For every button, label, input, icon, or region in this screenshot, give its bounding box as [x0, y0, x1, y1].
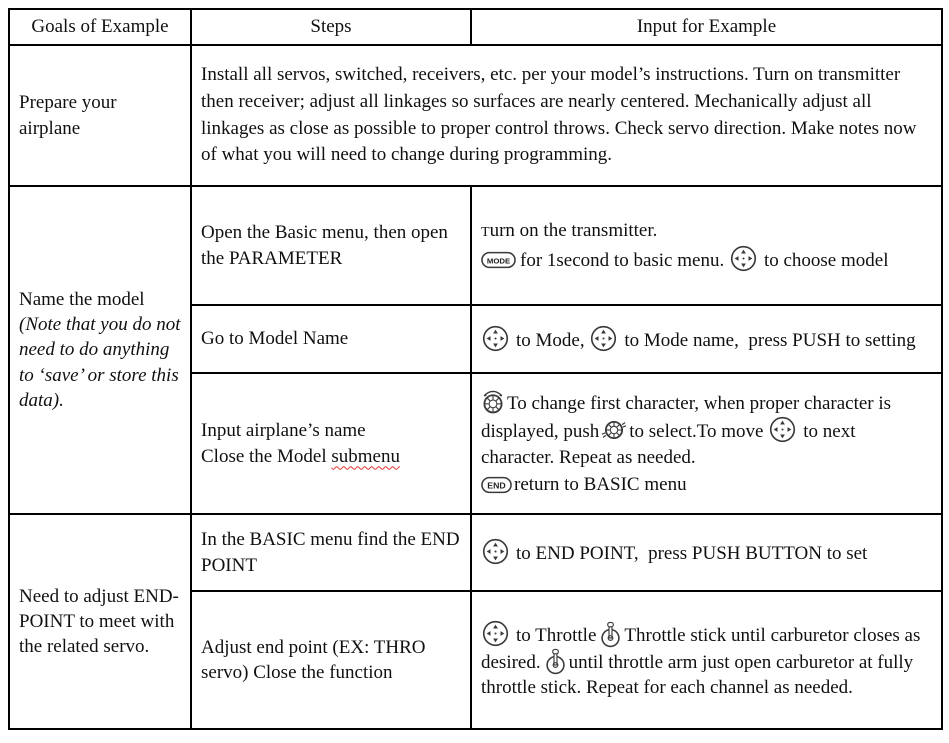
- step-input-name-line1: Input airplane’s name: [201, 420, 366, 442]
- instructions-text: Install all servos, switched, receivers, etc. per your model’s instructions. Turn on transmitter then receiver; adjust all linkages so surfaces are nearly centered. Mechanically adjust all linkages as close as possible to proper control throws. Check servo direction. Make notes now of what you will need to change during programming.: [201, 63, 917, 166]
- input-find-end-point: [471, 514, 942, 591]
- input-open-basic-menu: [471, 186, 942, 305]
- instruction-table: [8, 8, 943, 730]
- goal-adjust-endpoint: Need to adjust END-POINT to meet with the related servo.: [9, 514, 191, 729]
- step-go-to-model-name: Go to Model Name: [191, 305, 471, 373]
- goal-name-model-note: (Note that you do not need to do anything to ‘save’ or store this data).: [19, 314, 181, 411]
- throttle-arm-text: until throttle arm just open carburetor at fully throttle stick. Repeat for each channel as needed.: [481, 651, 914, 699]
- to-mode-text: to Mode,: [516, 329, 585, 351]
- column-header-goals: Goals of Example: [9, 9, 191, 45]
- navigation-pad-icon: [590, 325, 617, 352]
- column-header-input: Input for Example: [471, 9, 942, 45]
- navigation-pad-icon: [482, 620, 509, 647]
- to-end-point-text: to END POINT, press PUSH BUTTON to set: [516, 543, 868, 565]
- manual-page: [0, 8, 949, 743]
- step-close-submenu-line2: Close the Model submenu: [201, 445, 400, 467]
- throttle-stick-icon: [545, 648, 566, 675]
- header-row: [9, 9, 942, 45]
- navigation-pad-icon: [482, 325, 509, 352]
- navigation-pad-icon: [482, 538, 509, 565]
- row-name-model-step1: [9, 186, 942, 305]
- mode-button-icon: [481, 251, 516, 269]
- step-input-airplane-name: [191, 373, 471, 514]
- instructions-prepare-airplane: [191, 45, 942, 186]
- rotary-dial-press-icon: [601, 418, 627, 442]
- row-endpoint-step1: [9, 514, 942, 591]
- to-throttle-text: to Throttle: [516, 624, 597, 646]
- step-open-basic-menu: Open the Basic menu, then open the PARAMETER: [191, 186, 471, 305]
- end-button-icon: [481, 476, 512, 494]
- step-find-end-point: In the BASIC menu find the END POINT: [191, 514, 471, 591]
- choose-model-text: to choose model: [763, 250, 889, 271]
- input-adjust-end-point: [471, 591, 942, 729]
- navigation-pad-icon: [769, 416, 796, 443]
- goal-name-model-title: Name the model: [19, 288, 145, 310]
- goal-prepare-airplane: Prepare your airplane: [9, 45, 191, 186]
- input-turn-on-text: Turn on the transmitter.: [481, 219, 658, 241]
- row-prepare-airplane: [9, 45, 942, 186]
- navigation-pad-icon: [730, 245, 757, 272]
- step-adjust-end-point: Adjust end point (EX: THRO servo) Close the function: [191, 591, 471, 729]
- to-select-text: to select.To move: [629, 421, 764, 443]
- rotary-dial-icon: [481, 390, 505, 414]
- svg-text:END: END: [487, 480, 506, 491]
- change-character-text: To change first character, when proper character is displayed, push: [481, 392, 892, 443]
- misspelled-word: submenu: [331, 445, 400, 467]
- input-change-character: [471, 373, 942, 514]
- column-header-steps: Steps: [191, 9, 471, 45]
- return-basic-menu-text: return to BASIC menu: [514, 473, 687, 495]
- svg-text:MODE: MODE: [486, 256, 511, 266]
- mode-instruction-text: for 1second to basic menu.: [520, 250, 725, 271]
- goal-name-model: [9, 186, 191, 514]
- next-character-text: to next character. Repeat as needed.: [481, 421, 856, 468]
- to-mode-name-text: to Mode name, press PUSH to setting: [624, 329, 916, 351]
- throttle-stick-icon: [600, 621, 621, 648]
- input-go-to-model-name: [471, 305, 942, 373]
- throttle-stick-text: Throttle stick until carburetor closes as desired.: [481, 624, 921, 673]
- input-mode-line: [481, 245, 932, 273]
